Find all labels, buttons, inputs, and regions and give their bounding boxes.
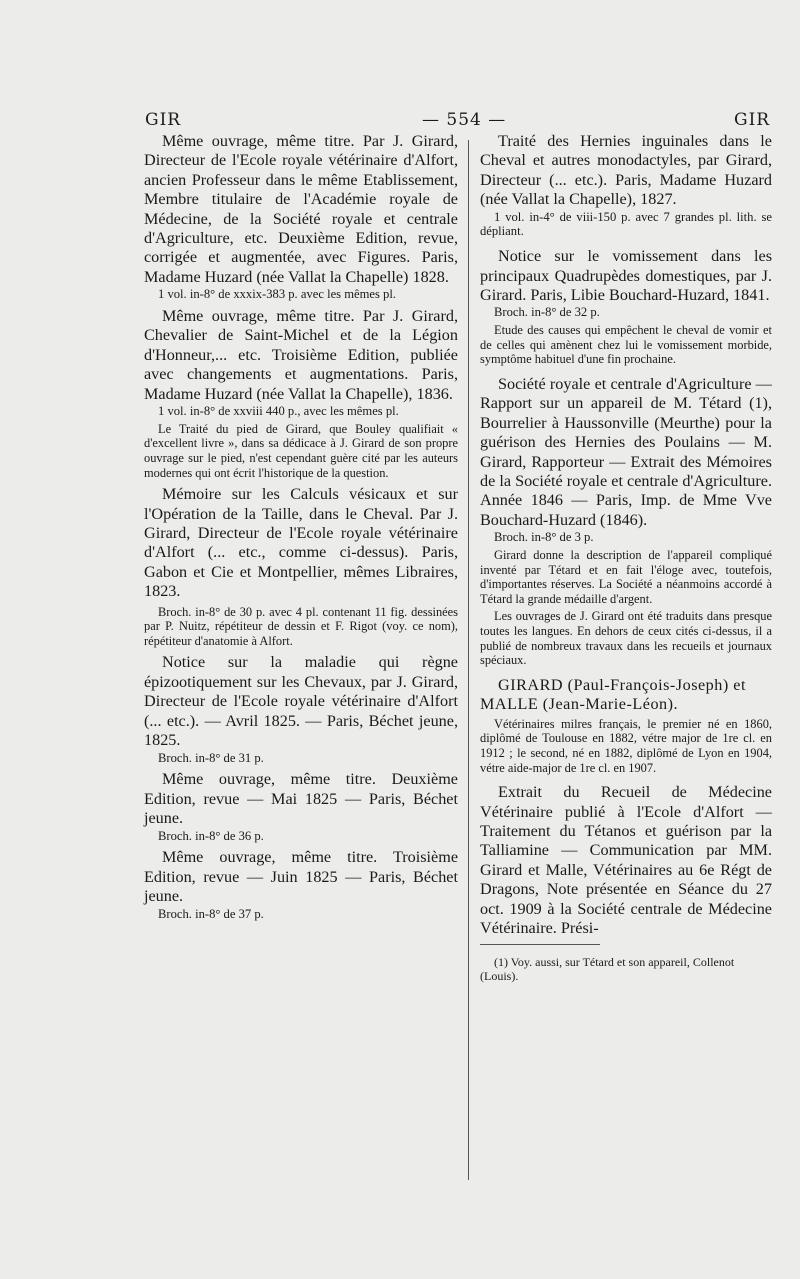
bibliography-entry: Même ouvrage, même titre. Deuxième Edition, revue — Mai 1825 — Paris, Béchet jeune. — [144, 770, 458, 828]
page-number: — 554 — — [422, 110, 507, 130]
bibliography-entry: Notice sur le vomissement dans les principaux Quadrupèdes domestiques, par J. Girard. Paris, Libie Bouchard-Huzard, 1841. — [480, 247, 772, 305]
collation-line: Broch. in-8° de 36 p. — [158, 828, 264, 843]
biography-note: Vétérinaires milres français, le premier né en 1860, diplômé de Toulouse en 1882, vétre major de 1re cl. en 1912 ; le second, né en 1882, diplômé de Lyon en 1904, vétre aide-major de 1re cl. en 1907. — [480, 716, 772, 775]
annotation-note: Le Traité du pied de Girard, que Bouley qualifiait « d'excellent livre », dans sa dédicace à J. Girard de son propre ouvrage sur le pied, n'est cependant guère cité par les auteurs modernes qui ont écrit l'historique de la question. — [144, 421, 458, 480]
bibliography-entry: Extrait du Recueil de Médecine Vétérinaire publié à l'Ecole d'Alfort — Traitement du Tétanos et guérison par la Talliamine — Communication par MM. Girard et Malle, Vétérinaires au 6e Régt de Dragons, Note présentée en Séance du 27 oct. 1909 à la Société centrale de Médecine Vétérinaire. Prési- — [480, 783, 772, 938]
collation-line: Broch. in-8° de 3 p. — [494, 530, 594, 545]
bibliography-entry: Notice sur la maladie qui règne épizootiquement sur les Chevaux, par J. Girard, Directeur de l'Ecole royale vétérinaire d'Alfort (... etc.). — Avril 1825. — Paris, Béchet jeune, 1825. — [144, 653, 458, 750]
running-head-right: GIR — [734, 110, 771, 130]
annotation-note: Etude des causes qui empêchent le cheval de vomir et de celles qui amènent chez lui le vomissement morbide, symptôme habituel d'une fin prochaine. — [480, 323, 772, 367]
annotation-note: Les ouvrages de J. Girard ont été traduits dans presque toutes les langues. En dehors de ceux cités ci-dessus, il a publié de nombreux travaux dans les recueils et journaux spéciaux. — [480, 609, 772, 668]
running-head-left: GIR — [145, 110, 182, 130]
bibliography-entry: Mémoire sur les Calculs vésicaux et sur l'Opération de la Taille, dans le Cheval. Par J. Girard, Directeur de l'Ecole royale vétérinaire d'Alfort (... etc., comme ci-dessus). Paris, Gabon et Cie et Montpellier, mêmes Libraires, 1823. — [144, 485, 458, 601]
collation-line: 1 vol. in-4° de viii-150 p. avec 7 grandes pl. lith. se dépliant. — [480, 209, 772, 239]
collation-line: Broch. in-8° de 31 p. — [158, 750, 264, 765]
collation-line: 1 vol. in-8° de xxxix-383 p. avec les mêmes pl. — [158, 287, 396, 302]
footnote: (1) Voy. aussi, sur Tétard et son appareil, Collenot (Louis). — [480, 955, 735, 984]
collation-line: 1 vol. in-8° de xxviii 440 p., avec les mêmes pl. — [158, 404, 399, 419]
collation-line: Broch. in-8° de 37 p. — [158, 906, 264, 921]
author-heading: GIRARD (Paul-François-Joseph) et MALLE (Jean-Marie-Léon). — [480, 675, 746, 713]
bibliography-entry: Même ouvrage, même titre. Troisième Edition, revue — Juin 1825 — Paris, Béchet jeune. — [144, 848, 458, 906]
left-column — [144, 132, 458, 921]
bibliography-entry: Même ouvrage, même titre. Par J. Girard, Chevalier de Saint-Michel et de la Légion d'Honneur,... etc. Troisième Edition, publiée avec changements et augmentations. Paris, Madame Huzard (née Vallat la Chapelle), 1836. — [144, 307, 458, 403]
collation-line: Broch. in-8° de 30 p. avec 4 pl. contenant 11 fig. dessinées par P. Nuitz, répétiteur de dessin et F. Rigot (voy. ce nom), répétiteur d'anatomie à Alfort. — [144, 604, 458, 648]
bibliography-entry: Même ouvrage, même titre. Par J. Girard, Directeur de l'Ecole royale vétérinaire d'Alfort, ancien Professeur dans le même Etablissement, Membre titulaire de l'Académie royale de Médecine, de la Société royale et centrale d'Agriculture, etc. Deuxième Edition, revue, corrigée et augmentée, avec Figures. Paris, Madame Huzard (née Vallat la Chapelle) 1828. — [144, 132, 458, 286]
right-column — [480, 132, 772, 995]
annotation-note: Girard donne la description de l'appareil compliqué inventé par Tétard et en fait l'éloge avec, toutefois, d'importantes réserves. La Société a néanmoins accordé à Tétard la grande médaille d'argent. — [480, 548, 772, 606]
collation-line: Broch. in-8° de 32 p. — [494, 305, 600, 320]
footnote-rule — [480, 944, 600, 945]
bibliography-entry: Traité des Hernies inguinales dans le Cheval et autres monodactyles, par Girard, Directeur (... etc.). Paris, Madame Huzard (née Vallat la Chapelle), 1827. — [480, 132, 772, 209]
column-divider — [468, 140, 469, 1180]
bibliography-entry: Société royale et centrale d'Agriculture — Rapport sur un appareil de M. Tétard (1), Bourrelier à Haussonville (Meurthe) pour la guérison des Hernies des Poulains — M. Girard, Rapporteur — Extrait des Mémoires de la Société royale et centrale d'Agriculture. Année 1846 — Paris, Imp. de Mme Vve Bouchard-Huzard (1846). — [480, 375, 772, 529]
